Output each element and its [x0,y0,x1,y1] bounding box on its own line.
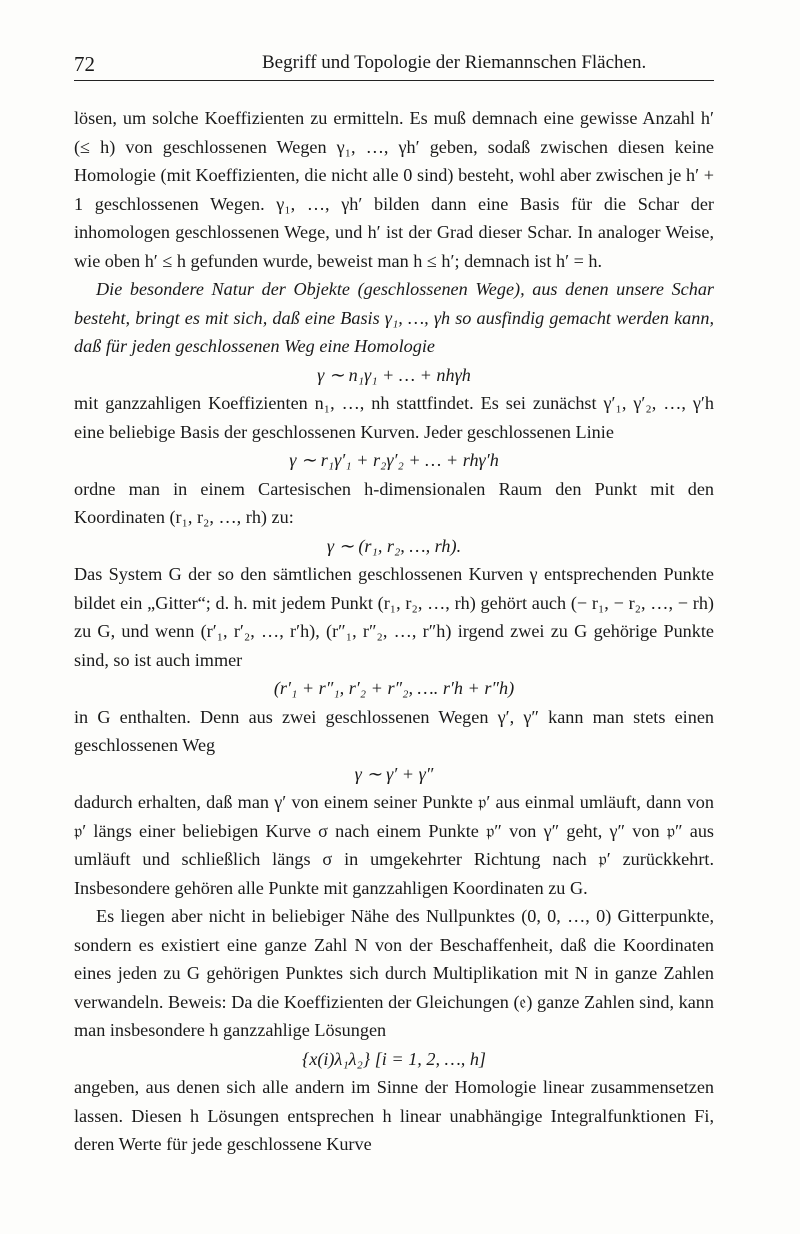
paragraph-1: lösen, um solche Koeffizienten zu ermitteln. Es muß demnach eine gewisse Anzahl h′ (≤ h) von geschlossenen Wegen γ₁, …, γh′ geben, sodaß zwischen diesen keine Homologie (mit Koeffizienten, die nicht alle 0 sind) besteht, wohl aber zwischen je h′ + 1 geschlossenen Wegen. γ₁, …, γh′ bilden dann eine Basis für die Schar der inhomologen geschlossenen Wege, und h′ ist der Grad dieser Schar. In analoger Weise, wie oben h′ ≤ h gefunden wurde, beweist man h ≤ h′; demnach ist h′ = h. [74,108,714,271]
paragraph-3: mit ganzzahligen Koeffizienten n₁, …, nh stattfindet. Es sei zunächst γ′₁, γ′₂, …, γ′h eine beliebige Basis der geschlossenen Kurven. Jeder geschlossenen Linie [74,393,714,442]
paragraph-5: Das System G der so den sämtlichen geschlossenen Kurven γ entsprechenden Punkte bildet ein „Gitter“; d. h. mit jedem Punkt (r₁, r₂, …, rh) gehört auch (− r₁, − r₂, …, − rh) zu G, und wenn (r′₁, r′₂, …, r′h), (r″₁, r″₂, …, r″h) irgend zwei zu G gehörige Punkte sind, so ist auch immer [74,564,714,670]
paragraph-9: angeben, aus denen sich alle andern im Sinne der Homologie linear zusammensetzen lassen. Diesen h Lösungen entsprechen h linear unabhängige Integralfunktionen Fi, deren Werte für jede geschlossene Kurve [74,1077,714,1154]
equation-3: γ ∼ (r₁, r₂, …, rh). [326,535,462,556]
equation-1: γ ∼ n₁γ₁ + … + nhγh [317,364,471,385]
equation-6: {x(i)λ₁λ₂} [i = 1, 2, …, h] [301,1048,487,1069]
equation-5: γ ∼ γ′ + γ″ [354,763,434,784]
paragraph-6: in G enthalten. Denn aus zwei geschlossenen Wegen γ′, γ″ kann man stets einen geschlossenen Weg [74,706,714,755]
running-title: Begriff und Topologie der Riemannschen Flächen. [262,52,647,73]
equation-4: (r′₁ + r″₁, r′₂ + r″₂, …. r′h + r″h) [273,678,515,698]
body-text [74,104,714,1159]
paragraph-7: dadurch erhalten, daß man γ′ von einem seiner Punkte 𝔭′ aus einmal umläuft, dann von 𝔭′ längs einer beliebigen Kurve σ nach einem Punkte 𝔭″ von γ″ geht, γ″ von 𝔭″ aus umläuft und schließlich längs σ in umgekehrter Richtung nach 𝔭′ zurückkehrt. Insbesondere gehören alle Punkte mit ganzzahligen Koordinaten zu G. [74,792,714,898]
paragraph-4: ordne man in einem Cartesischen h-dimensionalen Raum den Punkt mit den Koordinaten (r₁, r₂, …, rh) zu: [74,478,714,527]
equation-2: γ ∼ r₁γ′₁ + r₂γ′₂ + … + rhγ′h [289,450,499,470]
paragraph-2 [74,275,714,361]
page-header [74,46,714,81]
page-number: 72 [74,52,95,76]
paragraph-8: Es liegen aber nicht in beliebiger Nähe des Nullpunktes (0, 0, …, 0) Gitterpunkte, sondern es existiert eine ganze Zahl N von der Beschaffenheit, daß die Koordinaten eines jeden zu G gehörigen Punktes sich durch Multiplikation mit N in ganze Zahlen verwandeln. Beweis: Da die Koeffizienten der Gleichungen (𝔢) ganze Zahlen sind, kann man insbesondere h ganzzahlige Lösungen [74,906,714,1040]
paragraph-2-italic: Die besondere Natur der Objekte (geschlossenen Wege), aus denen unsere Schar besteht, bringt es mit sich, daß eine Basis γ₁, …, γh so ausfindig gemacht werden kann, daß für jeden geschlossenen Weg eine Homologie [74,279,714,356]
